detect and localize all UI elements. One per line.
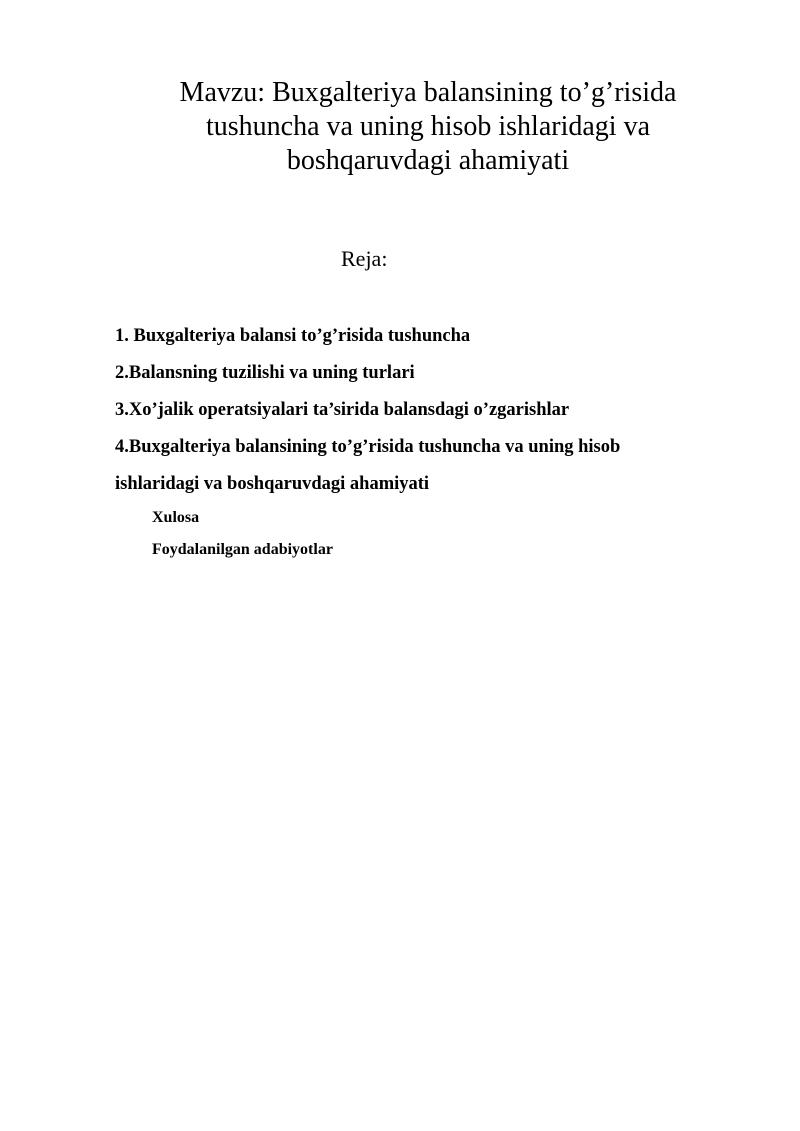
plan-list [115,318,735,503]
plan-item: 1. Buxgalteriya balansi to’g’risida tushuncha [115,326,471,346]
plan-item: 3.Xo’jalik operatsiyalari ta’sirida balansdagi o’zgarishlar [115,400,570,420]
document-title: Mavzu: Buxgalteriya balansining to’g’risida tushuncha va uning hisob ishlaridagi va boshqaruvdagi ahamiyati [179,77,677,176]
conclusion-item: Xulosa [152,509,200,526]
references-item: Foydalanilgan adabiyotlar [152,541,333,558]
plan-item: 4.Buxgalteriya balansining to’g’risida tushuncha va uning hisob [115,437,621,457]
plan-item-continuation: ishlaridagi va boshqaruvdagi ahamiyati [115,474,430,494]
plan-item: 2.Balansning tuzilishi va uning turlari [115,363,415,383]
plan-extra-list [152,502,333,566]
plan-heading: Reja: [341,246,388,271]
